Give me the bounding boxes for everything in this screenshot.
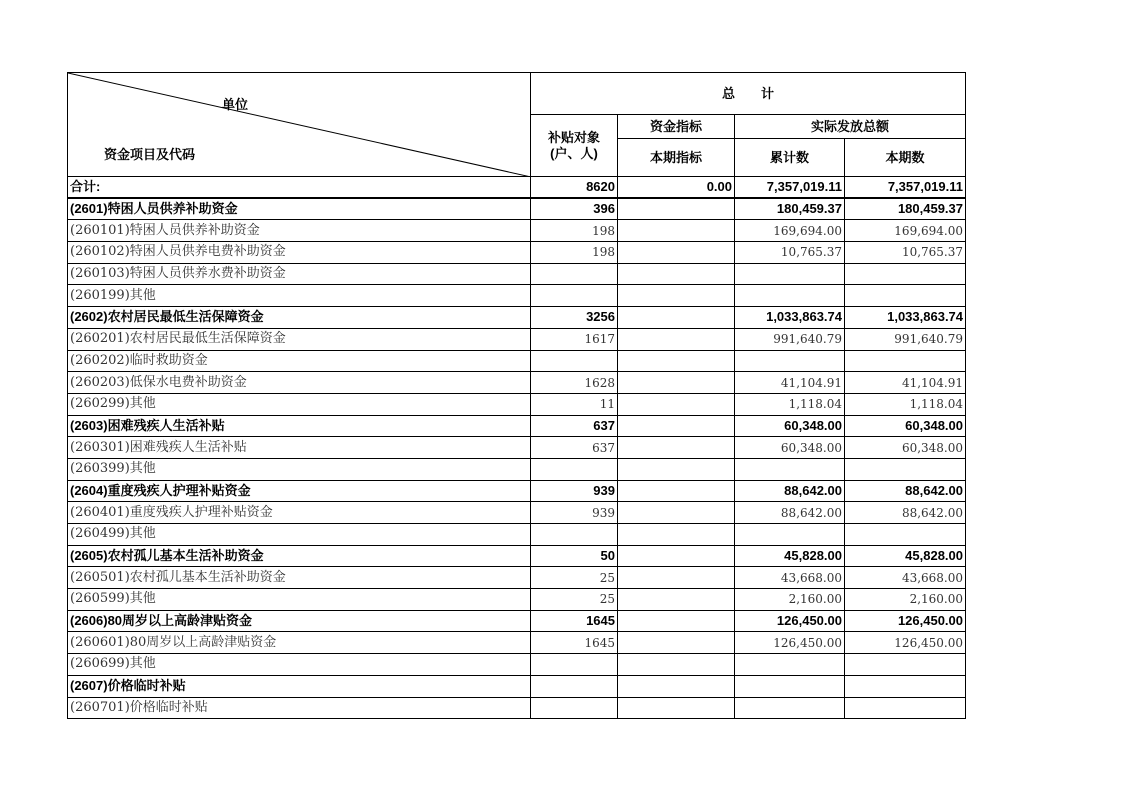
row-recipient-count <box>531 524 618 546</box>
row-period-index <box>618 393 735 415</box>
row-period-index <box>618 350 735 372</box>
table-row <box>68 328 966 350</box>
row-current-period-amount: 10,765.37 <box>845 242 966 264</box>
row-item-name: (260601)80周岁以上高龄津贴资金 <box>68 632 531 654</box>
row-current-period-amount <box>845 697 966 719</box>
fund-index-header: 资金指标 <box>618 115 735 139</box>
row-item-name: (2606)80周岁以上高龄津贴资金 <box>68 610 531 632</box>
row-period-index <box>618 415 735 437</box>
row-cumulative-amount <box>735 263 845 285</box>
row-current-period-amount: 1,118.04 <box>845 393 966 415</box>
row-recipient-count: 25 <box>531 567 618 589</box>
row-period-index <box>618 654 735 676</box>
row-cumulative-amount: 7,357,019.11 <box>735 177 845 199</box>
subsidy-table <box>67 72 966 719</box>
row-period-index <box>618 545 735 567</box>
row-current-period-amount <box>845 654 966 676</box>
row-recipient-count: 198 <box>531 242 618 264</box>
row-item-name: (260299)其他 <box>68 393 531 415</box>
table-row <box>68 393 966 415</box>
row-current-period-amount: 88,642.00 <box>845 502 966 524</box>
row-item-name: (260101)特困人员供养补助资金 <box>68 220 531 242</box>
row-recipient-count <box>531 285 618 307</box>
row-current-period-amount <box>845 675 966 697</box>
row-item-name: (260699)其他 <box>68 654 531 676</box>
table-row <box>68 242 966 264</box>
period-index-header: 本期指标 <box>618 139 735 177</box>
row-period-index: 0.00 <box>618 177 735 199</box>
row-cumulative-amount: 88,642.00 <box>735 502 845 524</box>
table-row <box>68 458 966 480</box>
row-period-index <box>618 220 735 242</box>
row-cumulative-amount: 1,118.04 <box>735 393 845 415</box>
unit-label: 单位 <box>222 97 249 112</box>
cumulative-header: 累计数 <box>735 139 845 177</box>
row-recipient-count: 25 <box>531 589 618 611</box>
row-recipient-count: 1645 <box>531 610 618 632</box>
row-current-period-amount: 88,642.00 <box>845 480 966 502</box>
row-cumulative-amount: 43,668.00 <box>735 567 845 589</box>
row-item-name: (260599)其他 <box>68 589 531 611</box>
row-cumulative-amount <box>735 524 845 546</box>
row-cumulative-amount: 126,450.00 <box>735 610 845 632</box>
row-item-name: (2607)价格临时补贴 <box>68 675 531 697</box>
row-period-index <box>618 458 735 480</box>
row-recipient-count: 939 <box>531 502 618 524</box>
row-current-period-amount <box>845 350 966 372</box>
row-cumulative-amount: 1,033,863.74 <box>735 307 845 329</box>
row-recipient-count <box>531 675 618 697</box>
row-current-period-amount: 169,694.00 <box>845 220 966 242</box>
row-current-period-amount: 180,459.37 <box>845 198 966 220</box>
row-cumulative-amount <box>735 697 845 719</box>
row-current-period-amount: 1,033,863.74 <box>845 307 966 329</box>
table-row <box>68 372 966 394</box>
row-cumulative-amount <box>735 458 845 480</box>
row-period-index <box>618 437 735 459</box>
table-row <box>68 697 966 719</box>
row-current-period-amount: 45,828.00 <box>845 545 966 567</box>
row-period-index <box>618 285 735 307</box>
row-item-name: (260399)其他 <box>68 458 531 480</box>
row-cumulative-amount: 991,640.79 <box>735 328 845 350</box>
row-recipient-count <box>531 654 618 676</box>
row-item-name: (260499)其他 <box>68 524 531 546</box>
row-recipient-count: 11 <box>531 393 618 415</box>
row-item-name: (260501)农村孤儿基本生活补助资金 <box>68 567 531 589</box>
row-period-index <box>618 610 735 632</box>
row-cumulative-amount <box>735 654 845 676</box>
item-code-label: 资金项目及代码 <box>104 147 196 162</box>
table-row <box>68 415 966 437</box>
table-row <box>68 220 966 242</box>
row-cumulative-amount: 126,450.00 <box>735 632 845 654</box>
row-period-index <box>618 675 735 697</box>
row-cumulative-amount: 41,104.91 <box>735 372 845 394</box>
table-row <box>68 567 966 589</box>
row-item-name: 合计: <box>68 177 531 199</box>
row-cumulative-amount: 169,694.00 <box>735 220 845 242</box>
table-row <box>68 610 966 632</box>
table-row <box>68 437 966 459</box>
table-row <box>68 654 966 676</box>
row-current-period-amount <box>845 285 966 307</box>
row-period-index <box>618 263 735 285</box>
row-period-index <box>618 242 735 264</box>
row-current-period-amount: 43,668.00 <box>845 567 966 589</box>
row-recipient-count <box>531 458 618 480</box>
table-row <box>68 198 966 220</box>
row-cumulative-amount: 180,459.37 <box>735 198 845 220</box>
table-row <box>68 307 966 329</box>
row-current-period-amount: 2,160.00 <box>845 589 966 611</box>
row-period-index <box>618 307 735 329</box>
row-item-name: (2605)农村孤儿基本生活补助资金 <box>68 545 531 567</box>
row-cumulative-amount: 45,828.00 <box>735 545 845 567</box>
row-current-period-amount: 991,640.79 <box>845 328 966 350</box>
row-recipient-count: 198 <box>531 220 618 242</box>
table-row <box>68 480 966 502</box>
row-item-name: (2603)困难残疾人生活补贴 <box>68 415 531 437</box>
total-header: 总 计 <box>531 73 966 115</box>
table-row <box>68 177 966 199</box>
row-item-name: (260301)困难残疾人生活补贴 <box>68 437 531 459</box>
actual-total-header: 实际发放总额 <box>735 115 966 139</box>
row-period-index <box>618 567 735 589</box>
row-item-name: (260203)低保水电费补助资金 <box>68 372 531 394</box>
row-current-period-amount <box>845 524 966 546</box>
recipients-header: 补贴对象(户、人) <box>531 115 618 177</box>
row-recipient-count <box>531 263 618 285</box>
row-current-period-amount: 60,348.00 <box>845 437 966 459</box>
row-cumulative-amount <box>735 675 845 697</box>
row-cumulative-amount: 60,348.00 <box>735 437 845 459</box>
table-row <box>68 524 966 546</box>
current-period-header: 本期数 <box>845 139 966 177</box>
row-period-index <box>618 697 735 719</box>
table-row <box>68 502 966 524</box>
row-item-name: (260701)价格临时补贴 <box>68 697 531 719</box>
row-period-index <box>618 372 735 394</box>
row-recipient-count <box>531 350 618 372</box>
row-item-name: (260201)农村居民最低生活保障资金 <box>68 328 531 350</box>
row-recipient-count: 939 <box>531 480 618 502</box>
row-item-name: (260102)特困人员供养电费补助资金 <box>68 242 531 264</box>
row-period-index <box>618 328 735 350</box>
row-recipient-count: 637 <box>531 437 618 459</box>
row-current-period-amount <box>845 458 966 480</box>
row-recipient-count: 637 <box>531 415 618 437</box>
row-period-index <box>618 198 735 220</box>
row-current-period-amount: 7,357,019.11 <box>845 177 966 199</box>
row-recipient-count: 1645 <box>531 632 618 654</box>
row-recipient-count: 8620 <box>531 177 618 199</box>
row-recipient-count: 50 <box>531 545 618 567</box>
row-item-name: (260401)重度残疾人护理补贴资金 <box>68 502 531 524</box>
row-recipient-count: 1628 <box>531 372 618 394</box>
table-row <box>68 350 966 372</box>
row-item-name: (2601)特困人员供养补助资金 <box>68 198 531 220</box>
row-cumulative-amount <box>735 285 845 307</box>
row-current-period-amount <box>845 263 966 285</box>
subsidy-table-sheet <box>67 72 965 717</box>
table-body <box>68 177 966 719</box>
row-period-index <box>618 502 735 524</box>
row-cumulative-amount: 10,765.37 <box>735 242 845 264</box>
row-current-period-amount: 126,450.00 <box>845 632 966 654</box>
table-row <box>68 263 966 285</box>
row-period-index <box>618 632 735 654</box>
row-item-name: (2602)农村居民最低生活保障资金 <box>68 307 531 329</box>
row-recipient-count: 1617 <box>531 328 618 350</box>
row-period-index <box>618 480 735 502</box>
row-item-name: (2604)重度残疾人护理补贴资金 <box>68 480 531 502</box>
row-recipient-count: 3256 <box>531 307 618 329</box>
row-cumulative-amount <box>735 350 845 372</box>
row-cumulative-amount: 88,642.00 <box>735 480 845 502</box>
row-current-period-amount: 60,348.00 <box>845 415 966 437</box>
row-current-period-amount: 126,450.00 <box>845 610 966 632</box>
row-cumulative-amount: 2,160.00 <box>735 589 845 611</box>
table-row <box>68 675 966 697</box>
table-row <box>68 632 966 654</box>
row-period-index <box>618 524 735 546</box>
row-current-period-amount: 41,104.91 <box>845 372 966 394</box>
row-recipient-count: 396 <box>531 198 618 220</box>
table-row <box>68 589 966 611</box>
table-row <box>68 285 966 307</box>
row-item-name: (260103)特困人员供养水费补助资金 <box>68 263 531 285</box>
row-item-name: (260202)临时救助资金 <box>68 350 531 372</box>
row-cumulative-amount: 60,348.00 <box>735 415 845 437</box>
row-period-index <box>618 589 735 611</box>
row-recipient-count <box>531 697 618 719</box>
table-row <box>68 545 966 567</box>
diagonal-header-cell <box>68 73 531 177</box>
row-item-name: (260199)其他 <box>68 285 531 307</box>
